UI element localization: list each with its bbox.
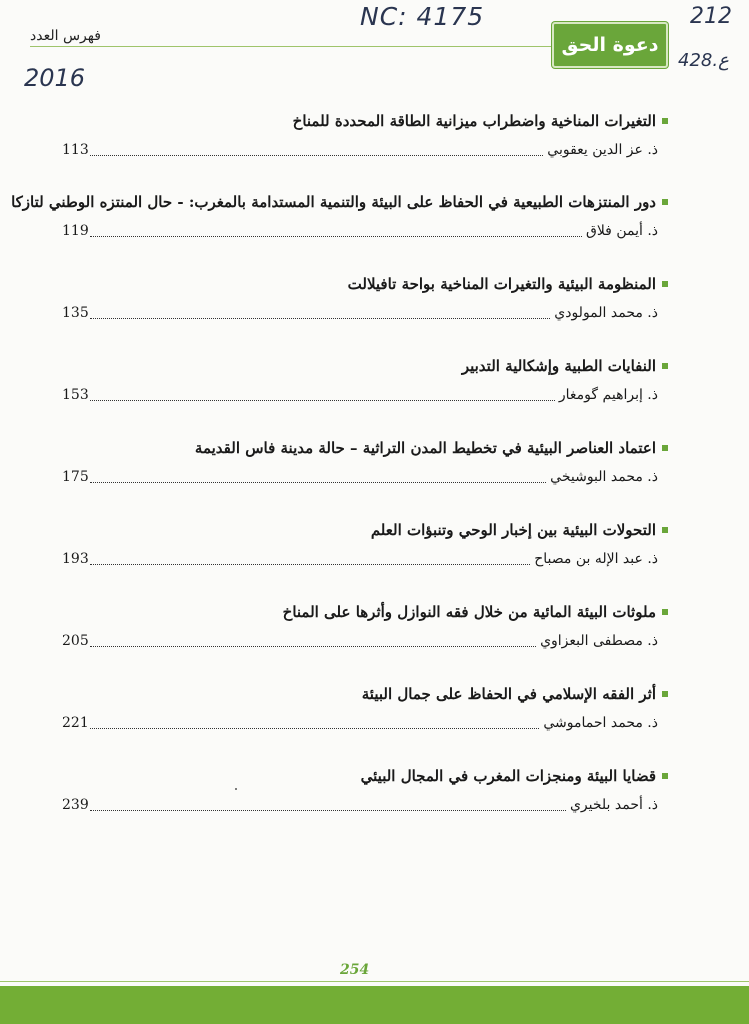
toc-author: ذ. أيمن فلاق	[582, 223, 658, 239]
handwritten-issue-number: 212	[690, 4, 732, 29]
section-title: فهرس العدد	[30, 28, 101, 44]
toc-author: ذ. أحمد بلخيري	[566, 797, 658, 813]
toc-entry[interactable]	[62, 112, 668, 166]
page-number: 254	[340, 962, 370, 978]
dot-leader	[90, 810, 566, 811]
handwritten-catalog-number: NC: 4175	[360, 2, 485, 31]
square-bullet-icon	[662, 281, 668, 287]
toc-page-number: 239	[62, 797, 89, 813]
square-bullet-icon	[662, 609, 668, 615]
dot-leader	[90, 646, 536, 647]
toc-entry[interactable]	[62, 275, 668, 329]
toc-entry-title-text: أثر الفقه الإسلامي في الحفاظ على جمال البيئة	[361, 685, 656, 703]
toc-author: ذ. مصطفى البعزاوي	[536, 633, 658, 649]
toc-entry-title-text: قضايا البيئة ومنجزات المغرب في المجال البيئي	[360, 767, 656, 785]
toc-entry-title-text: ملوثات البيئة المائية من خلال فقه النوازل وأثرها على المناخ	[282, 603, 656, 621]
toc-entry-line	[62, 387, 668, 407]
toc-entry-title	[371, 521, 668, 539]
toc-page-number: 119	[62, 223, 89, 239]
toc-page-number: 193	[62, 551, 89, 567]
toc-page-number: 135	[62, 305, 89, 321]
toc-entry-line	[62, 633, 668, 653]
dot-leader	[90, 564, 530, 565]
toc-entry[interactable]	[62, 603, 668, 657]
toc-entry-line	[62, 797, 668, 817]
toc-entry-title-text: النفايات الطبية وإشكالية التدبير	[461, 357, 656, 375]
toc-entry[interactable]	[62, 357, 668, 411]
dot-leader	[90, 400, 555, 401]
toc-author: ذ. إبراهيم گومغار	[555, 387, 658, 403]
toc-entry-title-text: التغيرات المناخية واضطراب ميزانية الطاقة المحددة للمناخ	[292, 112, 656, 130]
toc-author: ذ. عبد الإله بن مصباح	[530, 551, 658, 567]
toc-entry-title	[11, 193, 668, 211]
dot-leader	[90, 482, 546, 483]
footer-divider	[0, 981, 749, 982]
toc-page-number: 175	[62, 469, 89, 485]
toc-entry-title-text: المنظومة البيئية والتغيرات المناخية بواحة تافيلالت	[347, 275, 656, 293]
toc-entry[interactable]	[62, 439, 668, 493]
toc-entry-title	[195, 439, 668, 457]
toc-entry-line	[62, 223, 668, 243]
toc-author: ذ. محمد البوشيخي	[546, 469, 658, 485]
stray-mark	[235, 788, 237, 790]
square-bullet-icon	[662, 445, 668, 451]
square-bullet-icon	[662, 773, 668, 779]
toc-author: ذ. محمد احماموشي	[539, 715, 658, 731]
handwritten-year: 2016	[24, 64, 86, 92]
dot-leader	[90, 236, 582, 237]
toc-author: ذ. عز الدين يعقوبي	[543, 142, 658, 158]
toc-entry-title	[462, 357, 668, 375]
toc-entry[interactable]	[62, 521, 668, 575]
toc-entry-line	[62, 305, 668, 325]
dot-leader	[90, 318, 550, 319]
toc-entry-line	[62, 551, 668, 571]
footer-band	[0, 986, 749, 1024]
toc-entry-title-text: اعتماد العناصر البيئية في تخطيط المدن التراثية – حالة مدينة فاس القديمة	[194, 439, 656, 457]
square-bullet-icon	[662, 199, 668, 205]
toc-entry-title	[362, 685, 668, 703]
header-divider	[30, 46, 554, 47]
toc-page-number: 113	[62, 142, 89, 158]
toc-entry-title	[361, 767, 668, 785]
square-bullet-icon	[662, 527, 668, 533]
toc-page-number: 153	[62, 387, 89, 403]
dot-leader	[90, 728, 539, 729]
square-bullet-icon	[662, 118, 668, 124]
toc-entry-title	[348, 275, 668, 293]
toc-entry[interactable]	[62, 685, 668, 739]
dot-leader	[90, 155, 543, 156]
toc-entry[interactable]	[62, 767, 668, 821]
toc-entry-title-text: التحولات البيئية بين إخبار الوحي وتنبؤات العلم	[370, 521, 656, 539]
square-bullet-icon	[662, 691, 668, 697]
handwritten-code: 428.ع	[678, 50, 729, 71]
toc-page-number: 221	[62, 715, 89, 731]
toc-entry-line	[62, 715, 668, 735]
magazine-logo	[552, 22, 668, 68]
toc-entry-title-text: دور المنتزهات الطبيعية في الحفاظ على البيئة والتنمية المستدامة بالمغرب: - حال المنتزه الوطني لتازكا	[11, 193, 656, 211]
toc-entry-line	[62, 469, 668, 489]
toc-entry-line	[62, 142, 668, 162]
toc-entry[interactable]	[11, 193, 668, 247]
logo-text: دعوة الحق	[561, 34, 659, 56]
square-bullet-icon	[662, 363, 668, 369]
toc-entry-title	[283, 603, 668, 621]
toc-entry-title	[293, 112, 668, 130]
toc-page-number: 205	[62, 633, 89, 649]
toc-author: ذ. محمد المولودي	[550, 305, 658, 321]
